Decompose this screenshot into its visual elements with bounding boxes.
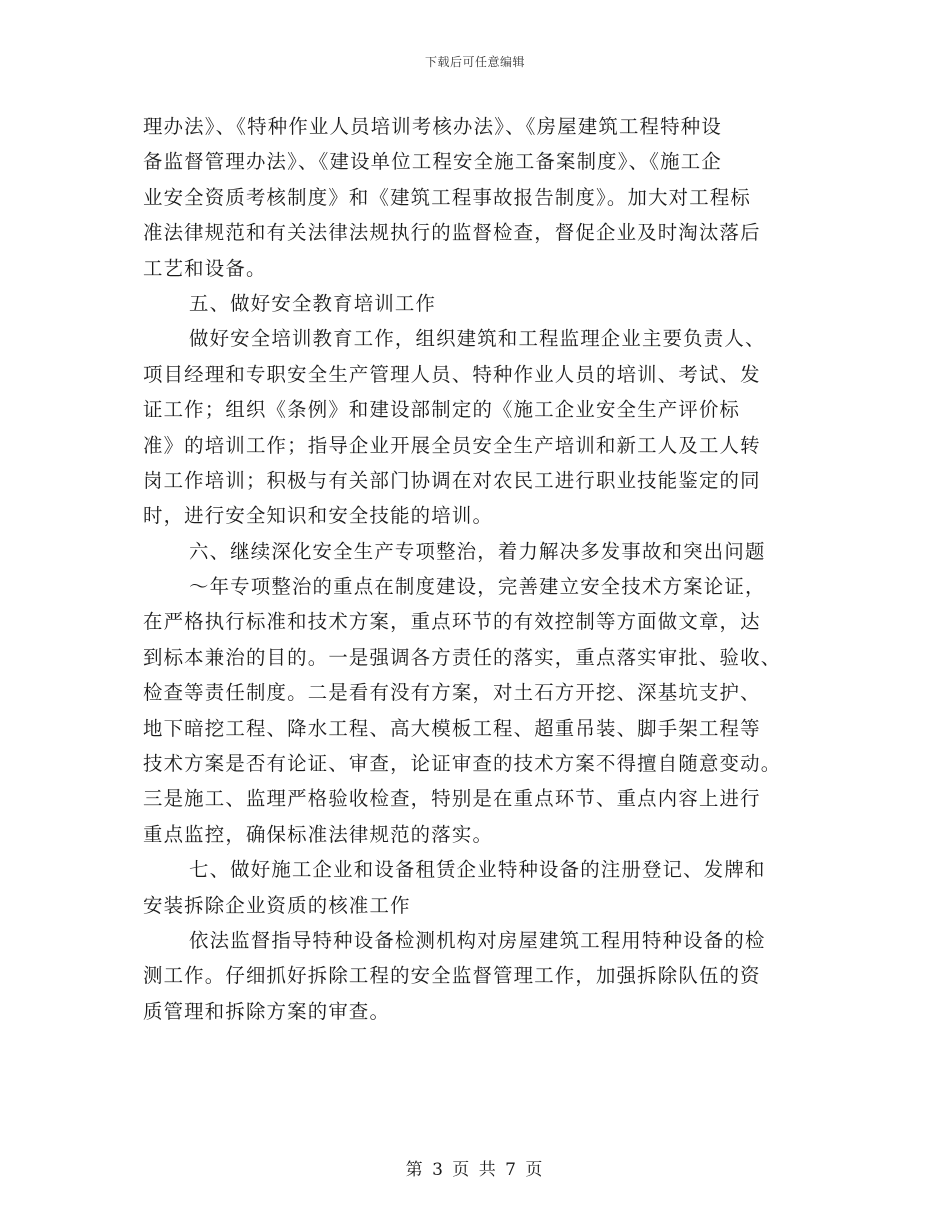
- text-line: 五、做好安全教育培训工作: [189, 291, 437, 315]
- text-line: 在严格执行标准和技术方案，重点环节的有效控制等方面做文章，达: [143, 610, 761, 634]
- text-line: 测工作。仔细抓好拆除工程的安全监督管理工作，加强拆除队伍的资: [143, 964, 761, 988]
- page-header: 下载后可任意编辑: [424, 55, 525, 69]
- text-line: 到标本兼治的目的。一是强调各方责任的落实，重点落实审批、验收、: [143, 645, 782, 669]
- document-body: [143, 109, 809, 1029]
- page-footer: 第 3 页 共 7 页: [405, 1160, 545, 1180]
- text-line: 项目经理和专职安全生产管理人员、特种作业人员的培训、考试、发: [143, 362, 761, 386]
- text-line: 时，进行安全知识和安全技能的培训。: [143, 504, 494, 528]
- text-line: 质管理和拆除方案的审查。: [143, 999, 391, 1023]
- text-line: 技术方案是否有论证、审查，论证审查的技术方案不得擅自随意变动。: [143, 752, 782, 776]
- text-line: 依法监督指导特种设备检测机构对房屋建筑工程用特种设备的检: [189, 928, 766, 952]
- text-line: 六、继续深化安全生产专项整治，着力解决多发事故和突出问题: [189, 539, 766, 563]
- text-line: 七、做好施工企业和设备租赁企业特种设备的注册登记、发牌和: [189, 858, 766, 882]
- text-line: 岗工作培训；积极与有关部门协调在对农民工进行职业技能鉴定的同: [143, 468, 761, 492]
- text-line: 准法律规范和有关法律法规执行的监督检查，督促企业及时淘汰落后: [143, 221, 761, 245]
- text-line: 备监督管理办法》、《建设单位工程安全施工备案制度》、《施工企: [143, 150, 722, 174]
- text-line: 检查等责任制度。二是看有没有方案，对土石方开挖、深基坑支护、: [143, 681, 761, 705]
- text-line: ～年专项整治的重点在制度建设，完善建立安全技术方案论证，: [189, 575, 766, 599]
- text-line: 工艺和设备。: [143, 256, 267, 280]
- text-line: 做好安全培训教育工作，组织建筑和工程监理企业主要负责人、: [189, 327, 766, 351]
- text-line: 证工作；组织《条例》和建设部制定的《施工企业安全生产评价标: [143, 398, 741, 422]
- text-line: 重点监控，确保标准法律规范的落实。: [143, 822, 494, 846]
- text-line: 地下暗挖工程、降水工程、高大模板工程、超重吊装、脚手架工程等: [143, 716, 761, 740]
- text-line: 准》的培训工作；指导企业开展全员安全生产培训和新工人及工人转: [143, 433, 761, 457]
- text-line: 三是施工、监理严格验收检查，特别是在重点环节、重点内容上进行: [143, 787, 761, 811]
- text-line: 理办法》、《特种作业人员培训考核办法》、《房屋建筑工程特种设: [143, 115, 722, 138]
- text-line: 安装拆除企业资质的核准工作: [143, 893, 411, 917]
- text-line: 业安全资质考核制度》和《建筑工程事故报告制度》。加大对工程标: [143, 185, 752, 209]
